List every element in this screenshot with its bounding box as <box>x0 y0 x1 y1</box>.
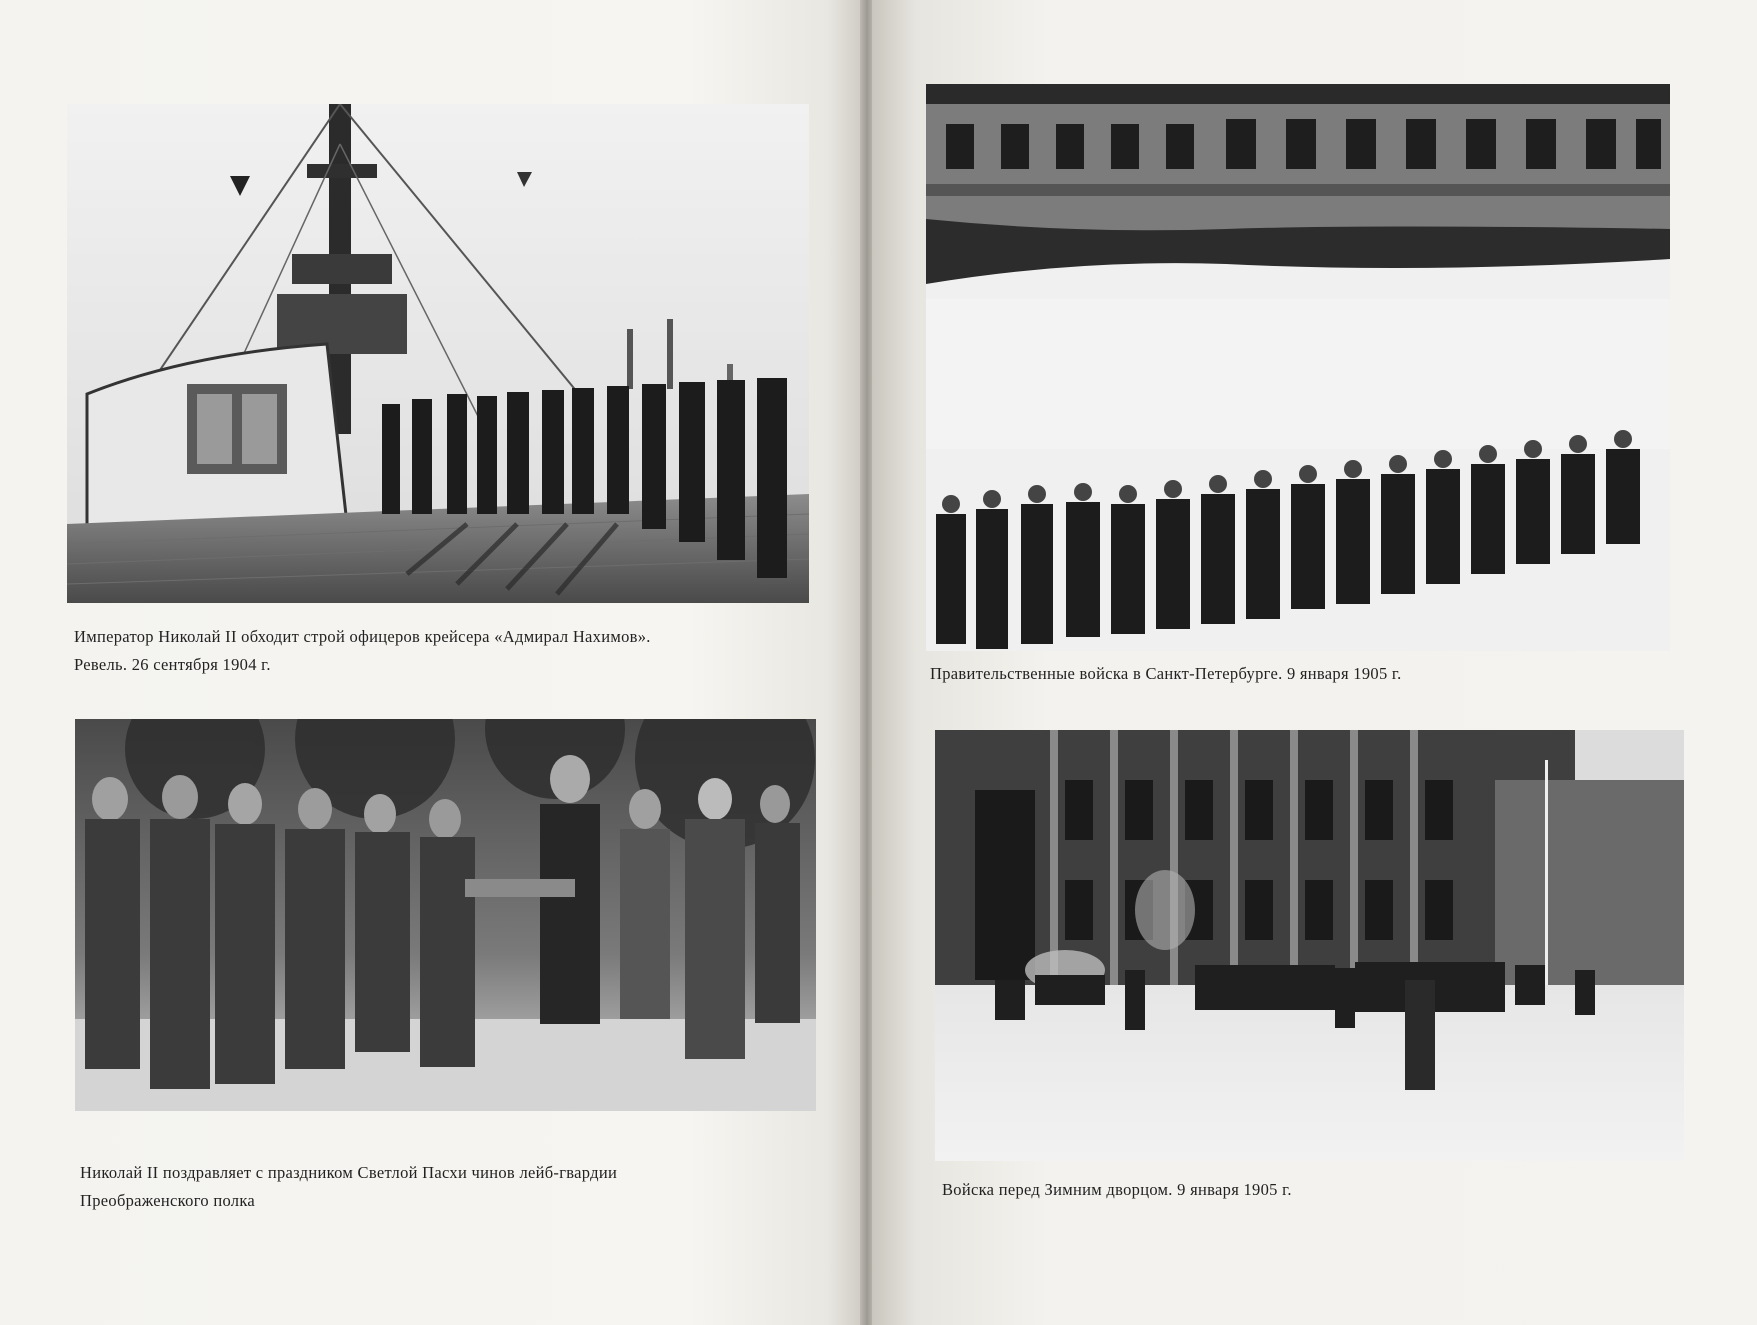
caption-easter-line1: Николай II поздравляет с праздником Светлой Пасхи чинов лейб-гвардии <box>80 1163 618 1182</box>
photo-cruiser-inspection <box>67 104 809 603</box>
caption-cruiser <box>74 623 651 679</box>
photo-easter-greeting <box>75 719 816 1111</box>
caption-palace <box>942 1176 1292 1204</box>
caption-cruiser-line2: Ревель. 26 сентября 1904 г. <box>74 655 271 674</box>
photo-government-troops <box>926 84 1670 651</box>
caption-troops <box>930 660 1402 688</box>
caption-easter <box>80 1159 617 1215</box>
caption-cruiser-line1: Император Николай II обходит строй офицеров крейсера «Адмирал Нахимов». <box>74 627 651 646</box>
caption-easter-line2: Преображенского полка <box>80 1191 256 1210</box>
photo-winter-palace <box>935 730 1684 1161</box>
right-page <box>872 0 1757 1325</box>
left-page <box>0 0 862 1325</box>
caption-palace-line1: Войска перед Зимним дворцом. 9 января 1905 г. <box>942 1180 1292 1199</box>
caption-troops-line1: Правительственные войска в Санкт-Петербурге. 9 января 1905 г. <box>930 664 1402 683</box>
